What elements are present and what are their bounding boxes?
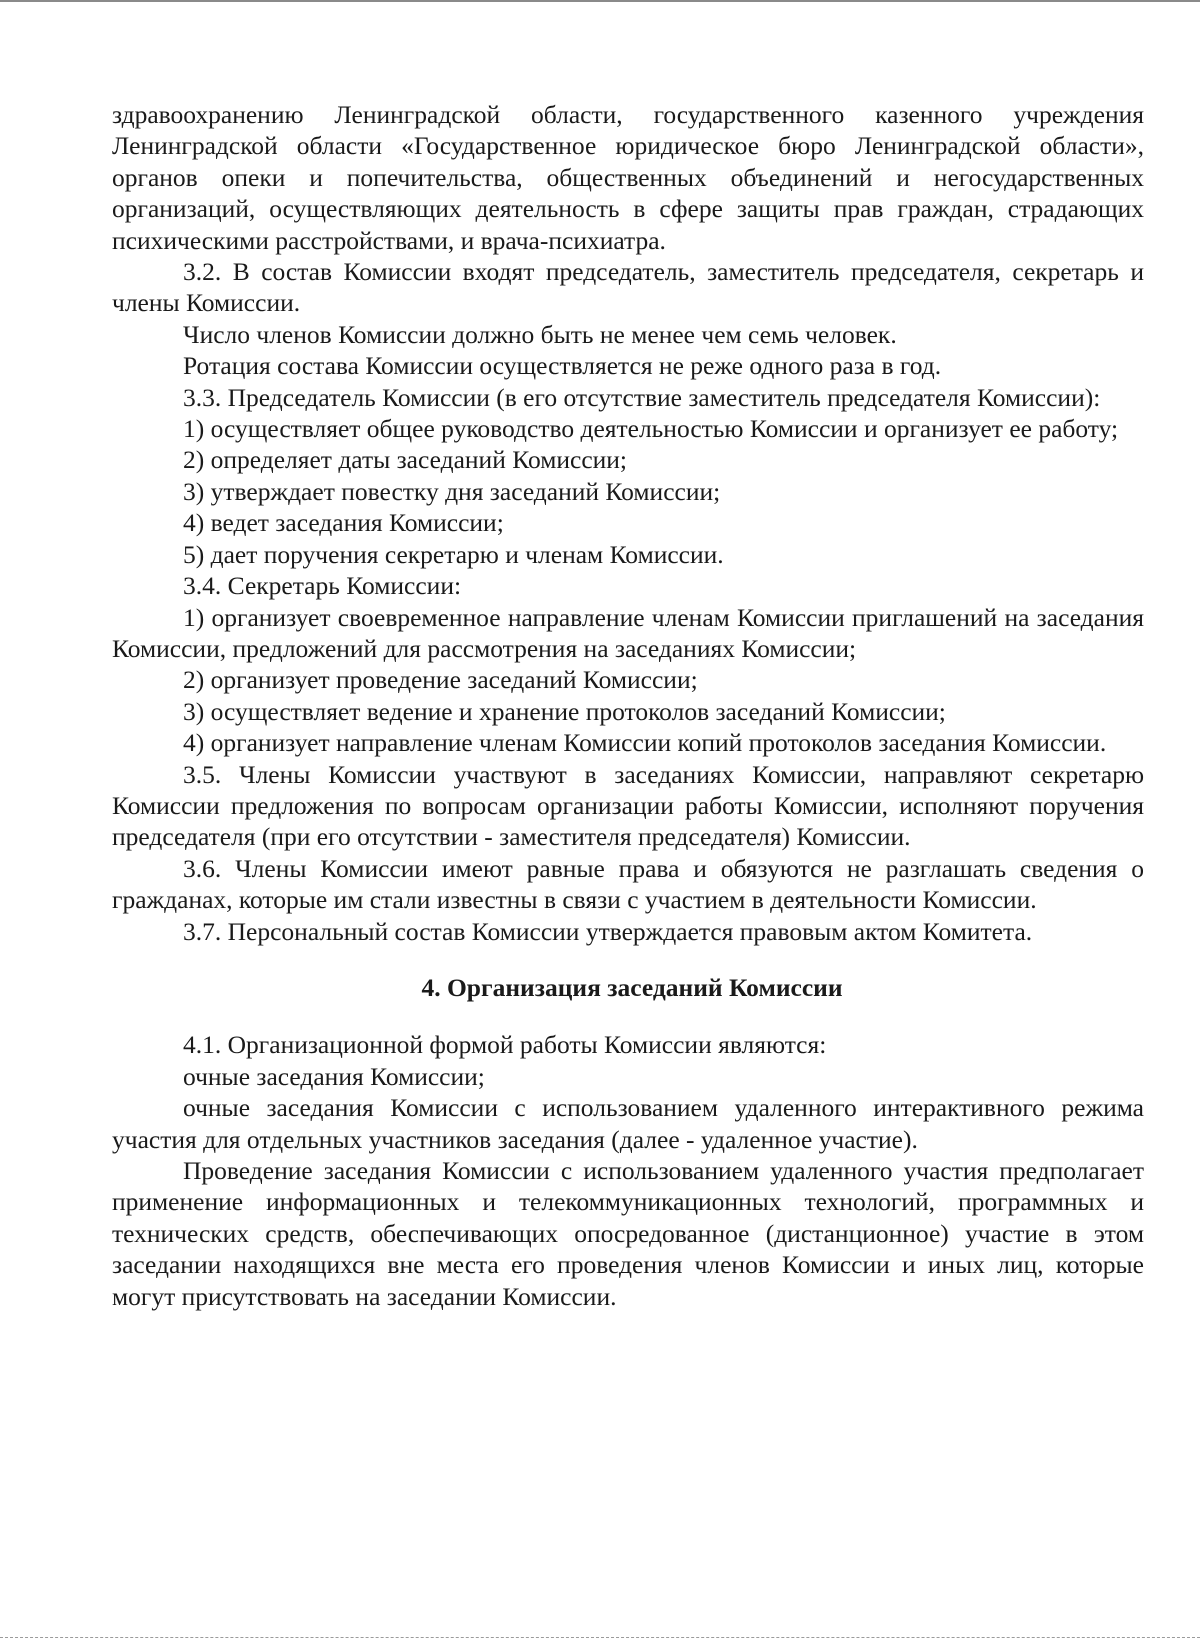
section-3-paragraphs	[112, 99, 1144, 947]
document-paragraph: 4.1. Организационной формой работы Комиссии являются:	[183, 1030, 827, 1060]
document-paragraph: 1) осуществляет общее руководство деятельностью Комиссии и организует ее работу;	[183, 414, 1119, 444]
document-paragraph: 3.6. Члены Комиссии имеют равные права и обязуются не разглашать сведения о гражданах, которые им стали известны в связи с участием в деятельности Комиссии.	[112, 853, 1144, 915]
document-paragraph: 2) определяет даты заседаний Комиссии;	[183, 445, 628, 475]
document-paragraph: 4) организует направление членам Комиссии копий протоколов заседания Комиссии.	[183, 728, 1107, 758]
document-paragraph: очные заседания Комиссии с использованием удаленного интерактивного режима участия для отдельных участников заседания (далее - удаленное участие).	[112, 1093, 1144, 1154]
document-paragraph: 3) утверждает повестку дня заседаний Комиссии;	[183, 476, 721, 506]
document-paragraph: 3.4. Секретарь Комиссии:	[183, 571, 462, 601]
document-paragraph: 1) организует своевременное направление членам Комиссии приглашений на заседания Комиссии, предложений для рассмотрения на заседаниях Комиссии;	[112, 602, 1144, 663]
document-paragraph: 3.7. Персональный состав Комиссии утверждается правовым актом Комитета.	[183, 916, 1033, 946]
document-paragraph: 5) дает поручения секретарю и членам Комиссии.	[183, 539, 724, 569]
page-bottom-edge	[0, 1637, 1200, 1638]
document-paragraph: 3.5. Члены Комиссии участвуют в заседаниях Комиссии, направляют секретарю Комиссии предложения по вопросам организации работы Комиссии, исполняют поручения председателя (при его отсутствии - заместителя председателя) Комиссии.	[112, 759, 1144, 852]
document-paragraph: 2) организует проведение заседаний Комиссии;	[183, 665, 698, 695]
document-paragraph: очные заседания Комиссии;	[183, 1061, 485, 1091]
document-paragraph: 3) осуществляет ведение и хранение протоколов заседаний Комиссии;	[183, 696, 946, 726]
document-paragraph: 3.3. Председатель Комиссии (в его отсутствие заместитель председателя Комиссии):	[183, 382, 1101, 412]
document-paragraph: Число членов Комиссии должно быть не менее чем семь человек.	[183, 319, 897, 349]
document-paragraph: 4) ведет заседания Комиссии;	[183, 508, 504, 538]
document-body	[112, 99, 1144, 1312]
section-heading: 4. Организация заседаний Комиссии	[421, 972, 843, 1002]
document-paragraph: 3.2. В состав Комиссии входят председатель, заместитель председателя, секретарь и члены Комиссии.	[112, 257, 1144, 318]
document-paragraph: здравоохранению Ленинградской области, государственного казенного учреждения Ленинградской области «Государственное юридическое бюро Ленинградской области», органов опеки и попечительства, общественных объединений и негосударственных организаций, осуществляющих деятельность в сфере защиты прав граждан, страдающих психическими расстройствами, и врача-психиатра.	[112, 100, 1144, 255]
document-paragraph: Ротация состава Комиссии осуществляется не реже одного раза в год.	[183, 351, 942, 381]
document-paragraph: Проведение заседания Комиссии с использованием удаленного участия предполагает применение информационных и телекоммуникационных технологий, программных и технических средств, обеспечивающих опосредованное (дистанционное) участие в этом заседании находящихся вне места его проведения членов Комиссии и иных лиц, которые могут присутствовать на заседании Комиссии.	[112, 1156, 1144, 1311]
section-4-paragraphs	[112, 1029, 1144, 1312]
